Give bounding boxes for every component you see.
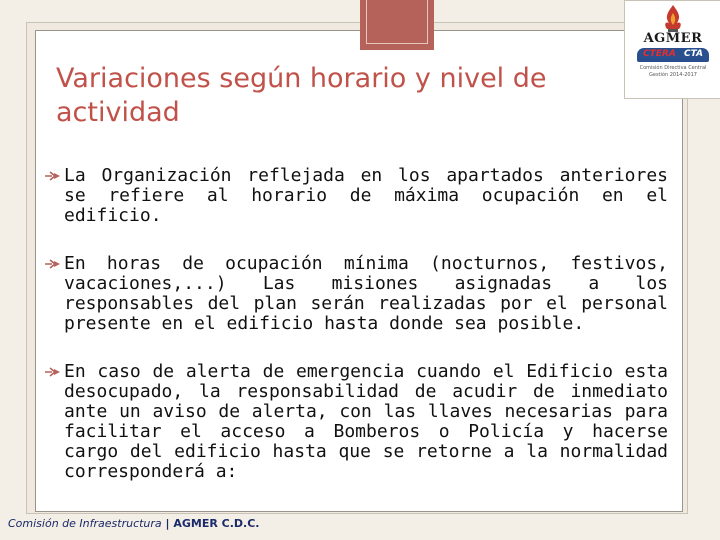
logo-subtitle-line-1: Comisión Directiva Central bbox=[639, 65, 707, 71]
arrow-bullet-icon bbox=[44, 366, 62, 378]
arrow-bullet-icon bbox=[44, 170, 62, 182]
bullet-text: En caso de alerta de emergencia cuando el Edificio esta desocupado, la responsabilidad de acudir de inmediato ante un aviso de alerta, con las llaves necesarias para facilitar el acceso a Bomberos o Policía y hacerse cargo del edificio hasta que se retorne a la normalidad corresponderá a: bbox=[64, 361, 668, 482]
agmer-logo bbox=[624, 0, 720, 99]
slide-title: Variaciones según horario y nivel de actividad bbox=[56, 63, 547, 128]
bullet-list bbox=[44, 166, 668, 482]
logo-band bbox=[637, 48, 709, 62]
bullet-item bbox=[44, 362, 668, 482]
footer-left: Comisión de Infraestructura bbox=[8, 517, 162, 530]
accent-tab bbox=[360, 0, 434, 50]
bullet-item bbox=[44, 254, 668, 334]
flame-icon bbox=[659, 3, 687, 33]
bullet-item bbox=[44, 166, 668, 226]
logo-subtitle bbox=[625, 65, 720, 79]
logo-band-right: CTA bbox=[683, 49, 703, 59]
logo-band-left: CTERA bbox=[643, 49, 676, 59]
logo-name: AGMER bbox=[643, 31, 703, 46]
slide-footer bbox=[8, 517, 259, 530]
bullet-text: La Organización reflejada en los apartados anteriores se refiere al horario de máxima ocupación en el edificio. bbox=[64, 165, 668, 226]
arrow-bullet-icon bbox=[44, 258, 62, 270]
logo-subtitle-line-2: Gestión 2014-2017 bbox=[649, 72, 697, 78]
bullet-text: En horas de ocupación mínima (nocturnos, festivos, vacaciones,...) Las misiones asignadas a los responsables del plan serán realizadas por el personal presente en el edificio hasta donde sea posible. bbox=[64, 253, 668, 334]
footer-right: AGMER C.D.C. bbox=[173, 517, 260, 530]
footer-separator: | bbox=[161, 517, 174, 530]
